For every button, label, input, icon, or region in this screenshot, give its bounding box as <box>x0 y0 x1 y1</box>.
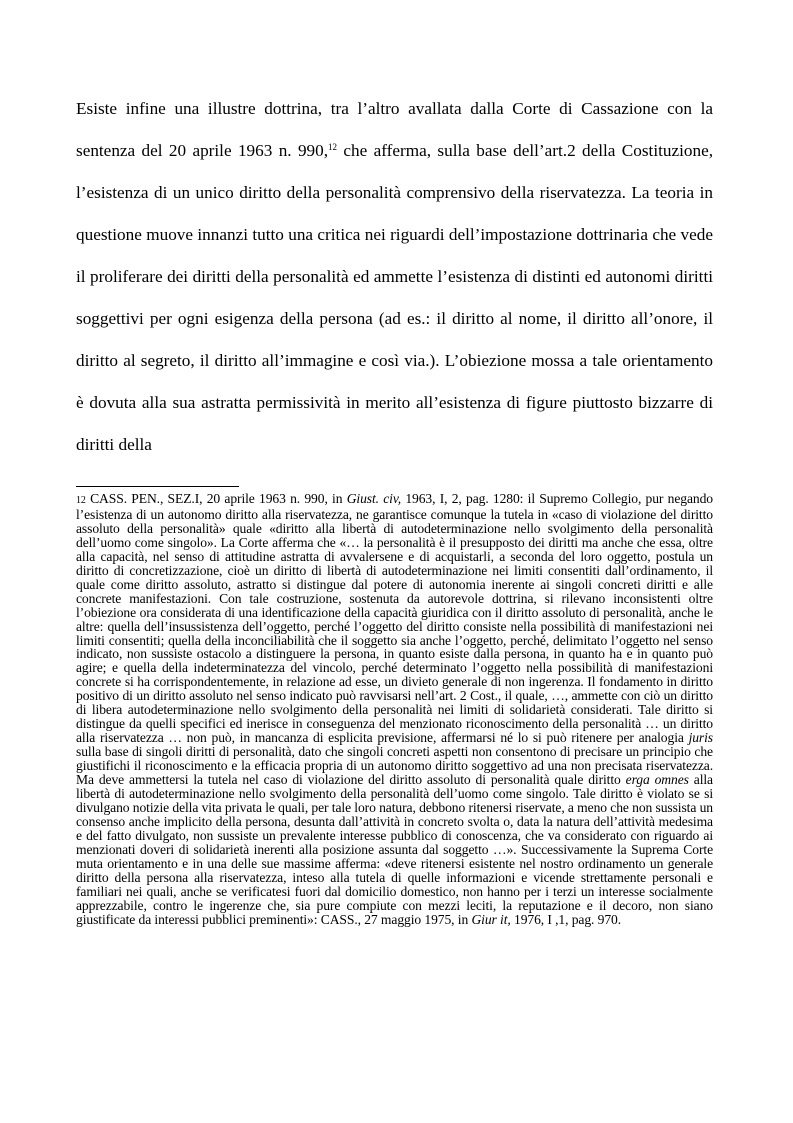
footnote-text-1: CASS. PEN., SEZ.I, 20 aprile 1963 n. 990, in <box>85 491 347 506</box>
footnote-text-2: 1963, I, 2, pag. 1280: il Supremo Collegio, pur negando l’esistenza di un autonomo diritto alla riservatezza, ne garantisce comunque la tutela in «caso di violazione del diritto assoluto della personalità» quale «diritto alla libertà di autodeterminazione nello svolgimento della personalità dell’uomo come singolo». La Corte afferma che «… la personalità è il presupposto dei diritti ma anche che essa, oltre alla capacità, nel senso di attitudine astratta di avvalersene e di acquistarli, a seconda del loro oggetto, postula un diritto di concretizzazione, cioè un diritto di libertà di autodeterminazione nei limiti consentiti dall’ordinamento, il quale come diritto assoluto, astratto si distingue dal potere di autonomia inerente ai singoli concreti diritti e alle concrete manifestazioni. Con tale costruzione, sostenuta da autorevole dottrina, si rilevano inconsistenti oltre l’obiezione ora considerata di una identificazione della capacità giuridica con il diritto assoluto di personalità, anche le altre: quella dell’insussistenza dell’oggetto, perché l’oggetto del diritto consiste nella possibilità di manifestazioni nei limiti consentiti; quella della inconciliabilità che il soggetto sia anche l’oggetto, perché, delimitato l’oggetto nel senso indicato, non sussiste ostacolo a distinguere la persona, in quanto esiste dalla persona, in quanto ha e in quanto può agire; e quella della indeterminatezza del vincolo, perché determinato l’oggetto nella possibilità di manifestazioni concrete si ha corrispondentemente, in relazione ad esse, un divieto generale di non ingerenza. Il fondamento in diritto positivo di un diritto assoluto nel senso indicato può ravvisarsi nell’art. 2 Cost., il quale, …, ammette con ciò un diritto di libera autodeterminazione nello svolgimento della personalità nei limiti di solidarietà considerati. Tale diritto si distingue da quelli specifici ed inerisce in conseguenza del menzionato riconoscimento della personalità … un diritto alla riservatezza … non può, in mancanza di esplicita previsione, affermarsi né lo si può ritenere per analogia <box>76 491 713 746</box>
paragraph-text-before: Esiste infine una illustre dottrina, tra l’altro avallata dalla Corte di Cassazione con la sentenza del 20 aprile 1963 n. 990, <box>76 99 713 160</box>
footnote-italic-juris: juris <box>688 730 713 746</box>
footnote-italic-erga-omnes: erga omnes <box>625 772 689 788</box>
footnote-number: 12 <box>76 495 86 506</box>
paragraph-text-after: che afferma, sulla base dell’art.2 della Costituzione, l’esistenza di un unico diritto della personalità comprensivo della riservatezza. La teoria in questione muove innanzi tutto una critica nei riguardi dell’impostazione dottrinaria che vede il proliferare dei diritti della personalità ed ammette l’esistenza di distinti ed autonomi diritti soggettivi per ogni esigenza della persona (ad es.: il diritto al nome, il diritto all’onore, il diritto al segreto, il diritto all’immagine e così via.). L’obiezione mossa a tale orientamento è dovuta alla sua astratta permissività in merito all’esistenza di figure piuttosto bizzarre di diritti della <box>76 141 713 454</box>
main-paragraph <box>76 88 713 466</box>
footnote-text-5: 1976, I ,1, pag. 970. <box>510 911 622 927</box>
footnote-separator <box>76 486 239 487</box>
footnote-citation-italic-1: Giust. civ, <box>346 491 402 506</box>
footnote-12 <box>76 492 713 927</box>
footnote-text-3: sulla base di singoli diritti di personalità, dato che singoli concreti aspetti non consentono di precisare un principio che giustifichi il riconoscimento e la efficacia propria di un autonomo diritto soggettivo ad una non precisata riservatezza. Ma deve ammettersi la tutela nel caso di violazione del diritto assoluto di personalità quale diritto <box>76 744 713 788</box>
footnote-text-4: alla libertà di autodeterminazione nello svolgimento della personalità dell’uomo come singolo. Tale diritto è violato se si divulgano notizie della vita privata le quali, per tale loro natura, debbono ritenersi riservate, a meno che non sussista un consenso anche implicito della persona, desunta dall’attività in concreto svolta o, data la natura dell’attività medesima e del fatto divulgato, non sussiste un prevalente interesse pubblico di conoscenza, che va considerato con riguardo ai menzionati doveri di solidarietà inerenti alla posizione assunta dal soggetto …». Successivamente la Suprema Corte muta orientamento e in una delle sue massime afferma: «deve ritenersi esistente nel nostro ordinamento un generale diritto della persona alla riservatezza, inteso alla tutela di quelle informazioni e vicende strettamente personali e familiari nei quali, anche se verificatesi fuori dal domicilio domestico, non hanno per i terzi un interesse socialmente apprezzabile, contro le ingerenze che, sia pure compiute con mezzi leciti, la reputazione e il decoro, non siano giustificate da interessi pubblici preminenti»: CASS., 27 maggio 1975, in <box>76 772 713 927</box>
footnote-citation-italic-2: Giur it, <box>471 911 511 927</box>
footnote-reference[interactable]: 12 <box>328 142 338 152</box>
